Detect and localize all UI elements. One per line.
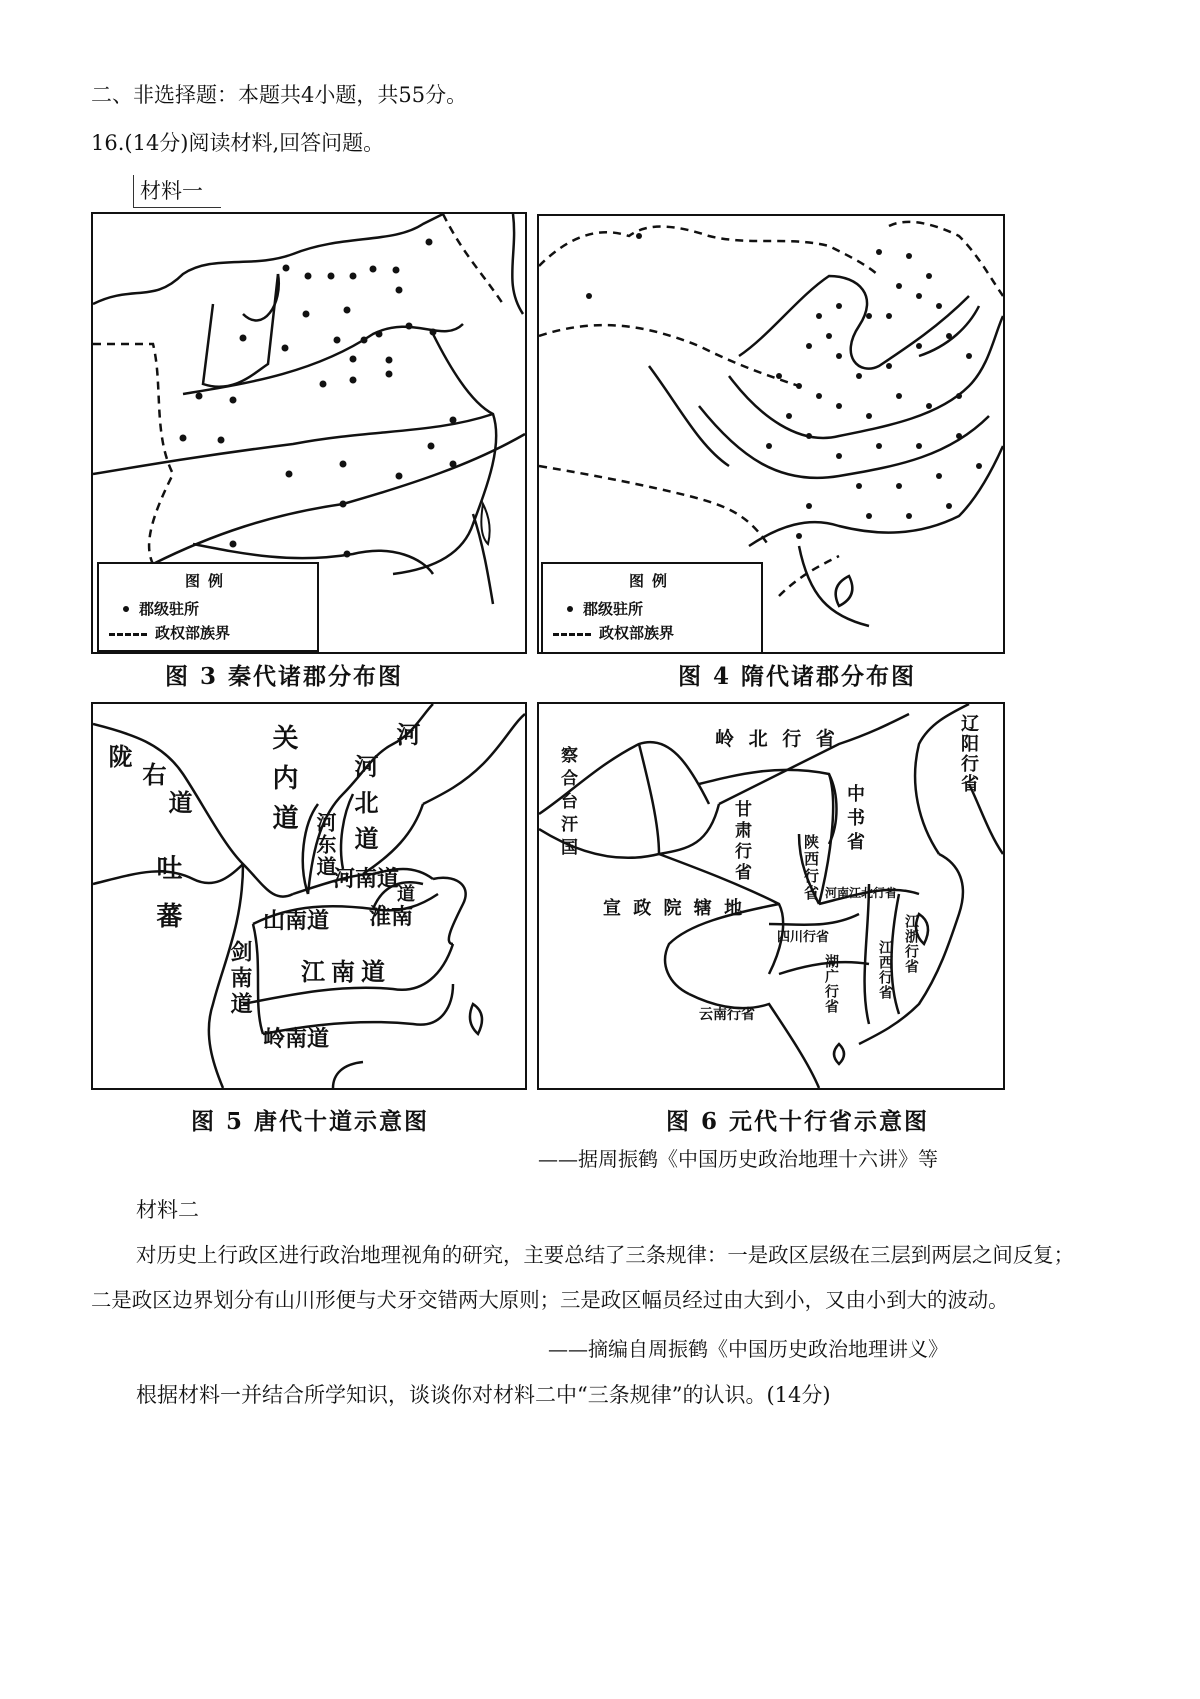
legend-title: 图例 [184,572,231,590]
region-longyou-2: 右 [138,762,167,794]
region-longyou-1: 陇 [104,744,133,776]
region-henan: 河南道 [333,866,400,892]
region-lingnan: 岭南道 [263,1026,330,1052]
dashed-line-icon [109,633,147,636]
region-huainan-dao: 道 [397,884,415,905]
map-qin-caption: 图 3 秦代诸郡分布图 [165,663,404,690]
region-jiannan: 剑南道 [227,940,253,1018]
region-shannan: 山南道 [263,908,330,934]
material1-label: 材料一 [133,175,221,208]
region-yunnan: 云南行省 [699,1007,755,1023]
region-hebei: 河北道 [350,754,379,862]
region-shaanxi: 陕西行省 [802,834,820,902]
material2-label: 材料二 [136,1198,199,1222]
section-heading: 二、非选择题：本题共4小题，共55分。 [91,83,468,107]
region-guannei: 关内道 [268,724,298,844]
region-gansu: 甘肃行省 [731,800,751,884]
region-chahetai: 察合台汗国 [557,746,577,861]
region-sichuan: 四川行省 [777,930,830,945]
source-2: ——摘编自周振鹤《中国历史政治地理讲义》 [548,1337,948,1361]
map-sui-legend [541,562,763,654]
source-1: ——据周振鹤《中国历史政治地理十六讲》等 [538,1147,938,1171]
region-huainan: 淮南 [369,904,414,930]
dashed-line-icon [553,633,591,636]
material2-line1: 对历史上行政区进行政治地理视角的研究，主要总结了三条规律：一是政区层级在三层到两层之间反复； [136,1243,1074,1267]
region-hedong: 河东道 [313,812,337,878]
map-sui-caption: 图 4 隋代诸郡分布图 [678,663,917,690]
legend-dot-row [553,598,643,619]
question-prompt: 根据材料一并结合所学知识，谈谈你对材料二中“三条规律”的认识。(14分) [136,1383,831,1407]
map-tang [91,702,527,1090]
legend-dash-row [553,622,674,643]
map-sui [537,214,1005,654]
legend-dash-label: 政权部族界 [155,624,231,642]
region-jiangzhe: 江浙行省 [903,914,919,974]
map-qin-legend [97,562,319,652]
region-liaoyang: 辽阳行省 [958,714,979,794]
question-stem: 16.(14分)阅读材料,回答问题。 [91,131,385,155]
region-lingbei: 岭 北 行 省 [715,728,839,750]
legend-dot-label: 郡级驻所 [583,600,644,618]
material2-line2: 二是政区边界划分有山川形便与犬牙交错两大原则；三是政区幅员经过由大到小，又由小到大的波动。 [91,1288,1009,1312]
legend-dash-row [109,622,230,643]
region-henan-jiangbei: 河南江北行省 [825,886,898,900]
dot-symbol-icon [567,606,573,612]
legend-dot-label: 郡级驻所 [139,600,200,618]
dot-symbol-icon [123,606,129,612]
region-xuanzheng: 宣 政 院 辖 地 [603,898,746,919]
map-qin [91,212,527,654]
map-yuan-caption: 图 6 元代十行省示意图 [666,1108,930,1135]
region-he-top: 河 [392,722,421,754]
legend-dash-label: 政权部族界 [599,624,675,642]
map-yuan [537,702,1005,1090]
region-jiangnan: 江南道 [301,957,391,986]
region-zhongshu: 中书省 [844,784,865,856]
map-tang-caption: 图 5 唐代十道示意图 [191,1108,430,1135]
region-tubo: 吐蕃 [152,854,182,950]
legend-dot-row [109,598,199,619]
region-jiangxi: 江西行省 [877,940,893,1000]
region-huguang: 湖广行省 [823,954,839,1014]
region-longyou-3: 道 [164,790,193,822]
legend-title: 图例 [628,572,675,590]
